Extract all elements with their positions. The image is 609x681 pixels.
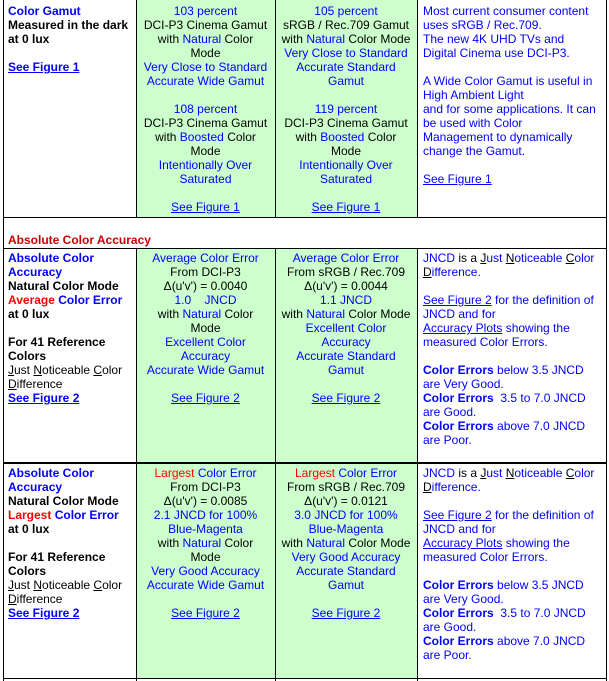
gamut-srgb-with-natural: with Natural Color Mode <box>281 32 411 46</box>
lg-dci-mode: Mode <box>190 550 221 564</box>
avg-srgb-rating3: Accurate Standard <box>296 349 396 363</box>
lg-srgb-cell <box>276 466 416 620</box>
notes-difference: Difference. <box>423 265 481 279</box>
gamut-dci-gamut-boosted: DCI-P3 Cinema Gamut <box>143 116 268 130</box>
gamut-title: Color Gamut <box>8 4 81 18</box>
gamut-note-line: High Ambient Light <box>423 88 524 102</box>
lg-dci-rating2: Accurate Wide Gamut <box>146 578 265 592</box>
gamut-measured: Measured in the dark <box>8 18 129 32</box>
notes-jncd-and: JNCD and for <box>423 307 496 321</box>
gamut-note-line: Most current consumer content <box>423 4 589 18</box>
avg-notes-cell <box>423 251 607 447</box>
table-border <box>3 248 607 249</box>
table-border <box>3 0 4 218</box>
gamut-srgb-rating2: Accurate Standard <box>296 60 396 74</box>
avg-dci-figure-link[interactable]: See Figure 2 <box>171 391 240 405</box>
gamut-lux: at 0 lux <box>8 32 50 46</box>
table-border <box>417 249 418 681</box>
gamut-srgb-rating5: Saturated <box>319 172 373 186</box>
lg-dci-rating1: Very Good Accuracy <box>151 564 260 578</box>
gamut-notes-cell <box>423 4 607 186</box>
gamut-dci-percent-natural: 103 percent <box>173 4 238 18</box>
lg-dci-hue: Blue-Magenta <box>168 522 243 536</box>
avg-error-title: Average Color Error <box>8 293 123 307</box>
gamut-dci-mode-natural: Mode <box>190 46 221 60</box>
notes-plots-line: Accuracy Plots showing the <box>423 536 570 550</box>
avg-srgb-from: From sRGB / Rec.709 <box>286 265 406 279</box>
gamut-dci-with-boosted: with Boosted Color <box>155 130 256 144</box>
gamut-note-line: Management to dynamically <box>423 130 573 144</box>
lg-dci-figure-link[interactable]: See Figure 2 <box>171 606 240 620</box>
avg-title2: Accuracy <box>8 265 63 279</box>
lg-srgb-heading: Largest Color Error <box>294 466 398 480</box>
gamut-note-line: A Wide Color Gamut is useful in <box>423 74 593 88</box>
avg-label-figure-link[interactable]: See Figure 2 <box>8 391 80 405</box>
section-heading: Absolute Color Accuracy <box>8 233 151 247</box>
gamut-dci-rating4: Saturated <box>179 172 232 186</box>
lg-label-figure-link[interactable]: See Figure 2 <box>8 606 80 620</box>
lg-title1: Absolute Color <box>8 466 94 480</box>
avg-for41: For 41 Reference <box>8 335 106 349</box>
table-border <box>3 218 4 249</box>
avg-srgb-rating1: Excellent Color <box>305 321 387 335</box>
notes-accuracy-plots-link[interactable]: Accuracy Plots <box>423 536 503 550</box>
lg-label-cell <box>8 466 135 620</box>
avg-colors: Colors <box>8 349 47 363</box>
lg-mode: Natural Color Mode <box>8 494 119 508</box>
gamut-label-cell <box>8 4 135 74</box>
avg-dci-mode: Mode <box>190 321 221 335</box>
gamut-note-line: change the Gamut. <box>423 144 526 158</box>
avg-dci-from: From DCI-P3 <box>170 265 241 279</box>
lg-dci-jncd: 2.1 JNCD for 100% <box>153 508 258 522</box>
gamut-dci-rating2: Accurate Wide Gamut <box>146 74 265 88</box>
gamut-note-line: Digital Cinema use DCI-P3. <box>423 46 570 60</box>
lg-colors: Colors <box>8 564 47 578</box>
lg-dci-from: From DCI-P3 <box>170 480 241 494</box>
notes-grade2: Color Errors 3.5 to 7.0 JNCD <box>423 606 586 620</box>
gamut-note-line: uses sRGB / Rec.709. <box>423 18 542 32</box>
gamut-dci-percent-boosted: 108 percent <box>173 102 238 116</box>
lg-srgb-jncd: 3.0 JNCD for 100% <box>294 508 398 522</box>
avg-label-cell <box>8 251 135 405</box>
avg-jnd-line2: Difference <box>8 377 63 391</box>
notes-grade3-result: are Poor. <box>423 648 472 662</box>
avg-dci-rating1: Excellent Color <box>165 335 246 349</box>
notes-jncd-def: JNCD is a Just Noticeable Color <box>423 251 595 265</box>
lg-dci-heading: Largest Color Error <box>154 466 257 480</box>
notes-jncd-and: JNCD and for <box>423 522 496 536</box>
avg-dci-rating3: Accurate Wide Gamut <box>146 363 265 377</box>
lg-srgb-rating1: Very Good Accuracy <box>291 550 401 564</box>
lg-srgb-rating3: Gamut <box>327 578 364 592</box>
gamut-dci-rating1: Very Close to Standard <box>143 60 268 74</box>
table-border <box>606 218 607 249</box>
notes-grade3: Color Errors above 7.0 JNCD <box>423 634 586 648</box>
gamut-note-line: be used with Color <box>423 116 523 130</box>
lg-for41: For 41 Reference <box>8 550 106 564</box>
avg-srgb-delta: Δ(u'v') = 0.0044 <box>304 279 388 293</box>
notes-grade2-result: are Good. <box>423 405 477 419</box>
table-border <box>3 217 607 218</box>
notes-figure-line: See Figure 2 for the definition of <box>423 508 594 522</box>
lg-jnd-line2: Difference <box>8 592 63 606</box>
gamut-dci-with-natural: with Natural Color <box>157 32 254 46</box>
gamut-srgb-percent-boosted: 119 percent <box>314 102 378 116</box>
lg-srgb-delta: Δ(u'v') = 0.0121 <box>304 494 388 508</box>
avg-srgb-jncd: 1.1 JNCD <box>319 293 372 307</box>
notes-jncd-def: JNCD is a Just Noticeable Color <box>423 466 595 480</box>
gamut-srgb-figure-link[interactable]: See Figure 1 <box>311 200 381 214</box>
notes-figure2-link[interactable]: See Figure 2 <box>423 508 492 522</box>
gamut-srgb-gamut: sRGB / Rec.709 Gamut <box>282 18 410 32</box>
lg-lux: at 0 lux <box>8 522 50 536</box>
avg-srgb-heading: Average Color Error <box>292 251 400 265</box>
avg-srgb-rating4: Gamut <box>327 363 364 377</box>
gamut-notes-figure-link[interactable]: See Figure 1 <box>423 172 492 186</box>
gamut-srgb-rating3: Gamut <box>327 74 364 88</box>
avg-dci-delta: Δ(u'v') = 0.0040 <box>163 279 248 293</box>
notes-figure2-link[interactable]: See Figure 2 <box>423 293 492 307</box>
gamut-srgb-rating1: Very Close to Standard <box>284 46 408 60</box>
gamut-srgb-percent: 105 percent <box>314 4 378 18</box>
avg-title1: Absolute Color <box>8 251 94 265</box>
lg-dci-cell <box>137 466 274 620</box>
notes-accuracy-plots-link[interactable]: Accuracy Plots <box>423 321 503 335</box>
avg-dci-heading: Average Color Error <box>152 251 259 265</box>
lg-error-title: Largest Color Error <box>8 508 119 522</box>
notes-grade1: Color Errors below 3.5 JNCD <box>423 578 584 592</box>
notes-grade3-result: are Poor. <box>423 433 472 447</box>
lg-dci-with: with Natural Color <box>157 536 254 550</box>
notes-grade1: Color Errors below 3.5 JNCD <box>423 363 584 377</box>
avg-lux: at 0 lux <box>8 307 50 321</box>
lg-notes-cell <box>423 466 607 662</box>
avg-jnd-line1: Just Noticeable Color <box>8 363 123 377</box>
lg-title2: Accuracy <box>8 480 63 494</box>
avg-dci-cell <box>137 251 274 405</box>
gamut-dci-gamut-natural: DCI-P3 Cinema Gamut <box>143 18 268 32</box>
notes-grade2-result: are Good. <box>423 620 477 634</box>
lg-srgb-rating2: Accurate Standard <box>296 564 396 578</box>
notes-grade2: Color Errors 3.5 to 7.0 JNCD <box>423 391 586 405</box>
notes-figure-line: See Figure 2 for the definition of <box>423 293 594 307</box>
avg-srgb-cell <box>276 251 416 405</box>
lg-srgb-figure-link[interactable]: See Figure 2 <box>311 606 381 620</box>
table-border <box>3 462 607 464</box>
gamut-srgb-with-boosted: with Boosted Color <box>295 130 397 144</box>
table-border <box>417 0 418 218</box>
gamut-srgb-cell <box>276 4 416 214</box>
notes-measured: measured Color Errors. <box>423 550 548 564</box>
notes-plots-line: Accuracy Plots showing the <box>423 321 570 335</box>
gamut-dci-mode-boosted: Mode <box>190 144 221 158</box>
table-border <box>3 249 4 681</box>
avg-dci-jncd: 1.0 JNCD <box>174 293 237 307</box>
lg-srgb-from: From sRGB / Rec.709 <box>286 480 406 494</box>
gamut-srgb-gamut-boosted: DCI-P3 Cinema Gamut <box>284 116 408 130</box>
avg-srgb-with: with Natural Color Mode <box>281 307 411 321</box>
avg-srgb-rating2: Accuracy <box>321 335 371 349</box>
gamut-dci-cell <box>137 4 274 214</box>
avg-dci-with: with Natural Color <box>157 307 254 321</box>
table-border <box>3 678 607 679</box>
lg-dci-delta: Δ(u'v') = 0.0085 <box>163 494 248 508</box>
notes-grade3: Color Errors above 7.0 JNCD <box>423 419 586 433</box>
gamut-srgb-mode-boosted: Mode <box>330 144 362 158</box>
lg-srgb-hue: Blue-Magenta <box>308 522 384 536</box>
avg-mode: Natural Color Mode <box>8 279 119 293</box>
notes-difference: Difference. <box>423 480 481 494</box>
avg-srgb-figure-link[interactable]: See Figure 2 <box>311 391 381 405</box>
gamut-note-line: and for some applications. It can <box>423 102 596 116</box>
gamut-dci-figure-link[interactable]: See Figure 1 <box>171 200 240 214</box>
notes-grade1-result: are Very Good. <box>423 377 504 391</box>
gamut-note-line: The new 4K UHD TVs and <box>423 32 565 46</box>
lg-jnd-line1: Just Noticeable Color <box>8 578 123 592</box>
gamut-dci-rating3: Intentionally Over <box>158 158 253 172</box>
gamut-srgb-rating4: Intentionally Over <box>299 158 393 172</box>
avg-dci-rating2: Accuracy <box>180 349 231 363</box>
gamut-figure-link[interactable]: See Figure 1 <box>8 60 80 74</box>
notes-grade1-result: are Very Good. <box>423 592 504 606</box>
lg-srgb-with: with Natural Color Mode <box>281 536 411 550</box>
notes-measured: measured Color Errors. <box>423 335 548 349</box>
